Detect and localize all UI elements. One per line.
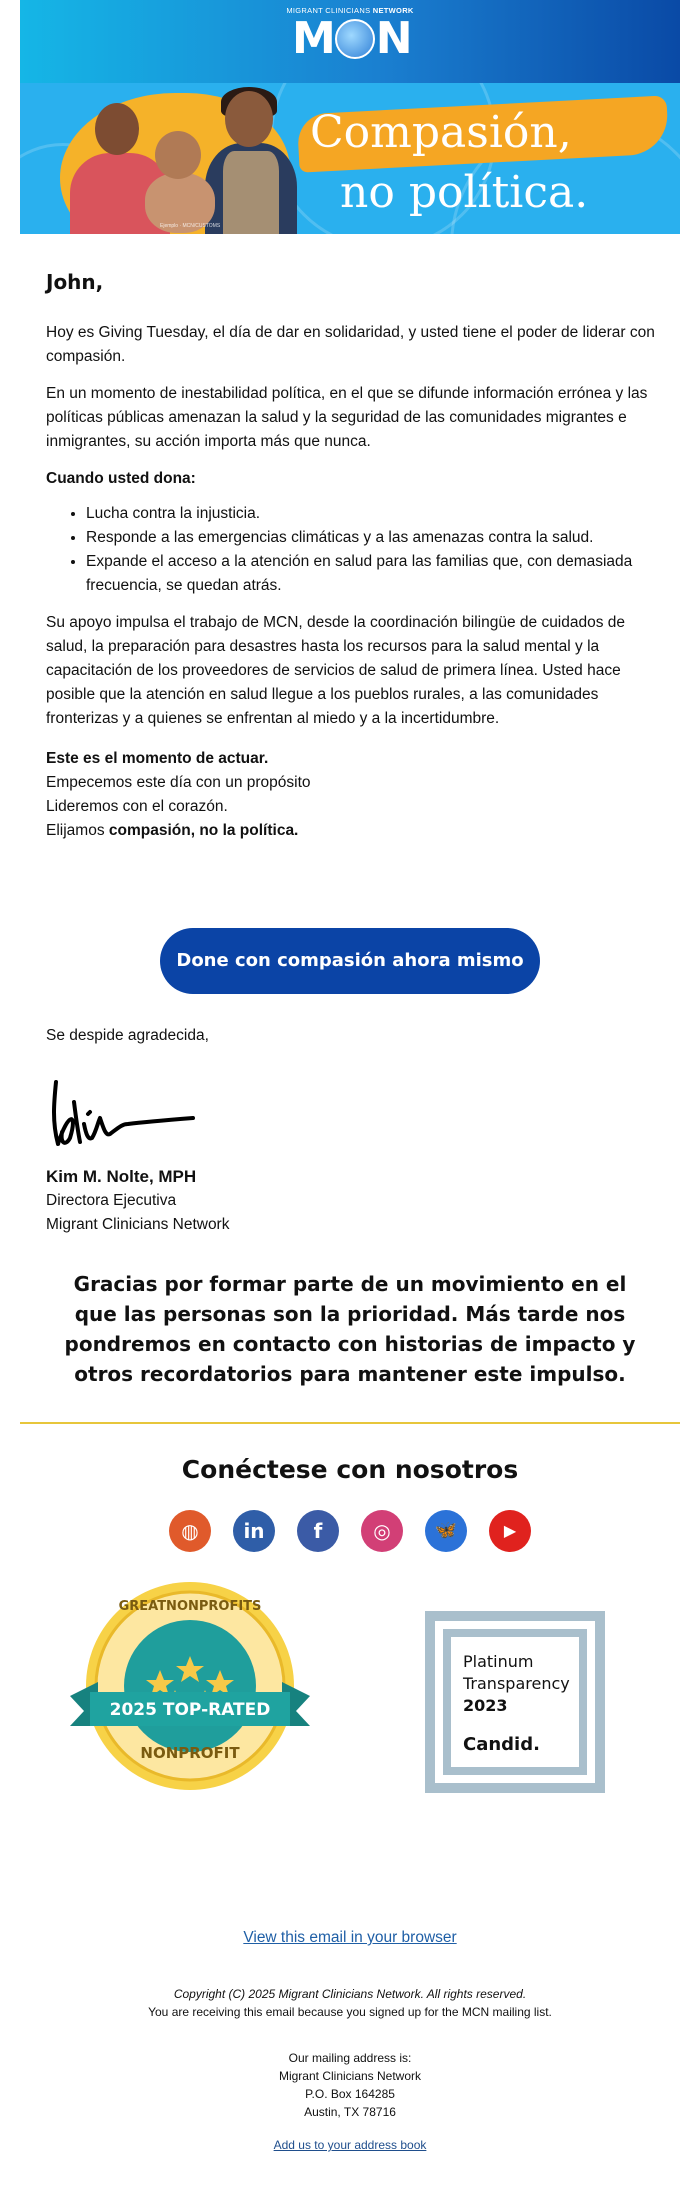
list-item: • Lucha contra la injusticia. — [86, 502, 696, 526]
list-item: • Responde a las emergencias climáticas y a las amenazas contra la salud. — [86, 526, 696, 550]
list-item: • Expande el acceso a la atención en salud para las familias que, con demasiada frecuencia, se quedan atrás. — [86, 550, 696, 598]
donate-button[interactable]: Done con compasión ahora mismo — [160, 928, 540, 994]
photo-baby — [145, 131, 215, 221]
signer-title: Directora Ejecutiva — [46, 1192, 177, 1209]
facebook-icon[interactable]: f — [297, 1510, 339, 1552]
photo-credit: Ejemplo · MCN/CUSTOMS — [160, 223, 221, 229]
address-line: Migrant Clinicians Network — [278, 2069, 422, 2083]
donate-heading — [46, 467, 656, 491]
instagram-icon[interactable]: ◎ — [361, 1510, 403, 1552]
candid-line2: Transparency — [463, 1674, 570, 1693]
address-line: P.O. Box 164285 — [305, 2087, 395, 2101]
signer-block — [46, 1165, 229, 1237]
email-header — [20, 0, 680, 83]
line-choose-bold: compasión, no la política. — [108, 822, 299, 839]
greatnonprofits-badge[interactable] — [70, 1578, 310, 1798]
gnp-ribbon-text: 2025 TOP-RATED — [109, 1700, 271, 1720]
email-container — [20, 0, 680, 2152]
support-paragraph: Su apoyo impulsa el trabajo de MCN, desde la coordinación bilingüe de cuidados de salud, la preparación para desastres hasta los recursos para la salud mental y la capacitación de los proveedores de servicios de salud de primera línea. Usted hace posible que la atención en salud llegue a los pueblos rurales, a las comunidades fronterizas y a quienes se enfrentan al miedo y a la incertidumbre. — [46, 614, 626, 727]
photo-clinician — [205, 91, 295, 234]
candid-line1: Platinum — [463, 1652, 534, 1671]
view-in-browser — [20, 1929, 680, 1947]
moment-heading: Este es el momento de actuar. — [46, 750, 269, 767]
context-paragraph: En un momento de inestabilidad política, en el que se difunde información errónea y las políticas públicas amenazan la salud y la seguridad de las comunidades migrantes e inmigrantes, su acción importa más que nunca. — [46, 385, 648, 450]
thanks-message: Gracias por formar parte de un movimiento en el que las personas son la prioridad. Más tarde nos pondremos en contacto con historias de impacto y otros recordatorios para mantener este impulso. — [64, 1272, 636, 1386]
org-name-suffix: NETWORK — [372, 6, 414, 15]
salutation: John, — [46, 270, 104, 294]
copyright-text: Copyright (C) 2025 Migrant Clinicians Network. All rights reserved. — [173, 1987, 527, 2001]
youtube-icon[interactable]: ▶ — [489, 1510, 531, 1552]
candid-transparency-badge[interactable] — [425, 1611, 605, 1793]
signer-name: Kim M. Nolte, MPH — [46, 1167, 197, 1186]
gnp-bottom-text: NONPROFIT — [140, 1744, 240, 1762]
hero-headline-line2: no política. — [340, 167, 589, 218]
mailing-label: Our mailing address is: — [288, 2051, 412, 2065]
line-purpose: Empecemos este día con un propósito — [46, 774, 311, 791]
hero-banner — [20, 83, 680, 234]
org-name-prefix: MIGRANT CLINICIANS — [286, 6, 371, 15]
bluesky-icon[interactable]: 🦋 — [425, 1510, 467, 1552]
linkedin-icon[interactable]: in — [233, 1510, 275, 1552]
signer-org: Migrant Clinicians Network — [46, 1216, 230, 1233]
connect-heading: Conéctese con nosotros — [181, 1455, 519, 1484]
address-line: Austin, TX 78716 — [304, 2105, 396, 2119]
call-to-action-text — [46, 747, 656, 843]
address-book — [20, 2136, 680, 2154]
section-divider — [20, 1422, 680, 1424]
subscription-reason: You are receiving this email because you signed up for the MCN mailing list. — [148, 2005, 552, 2019]
impact-list — [46, 502, 696, 598]
signature-image — [48, 1072, 198, 1152]
footer-legal — [20, 1985, 680, 2021]
logo-letter-left: M — [292, 13, 334, 64]
view-in-browser-link[interactable]: View this email in your browser — [243, 1929, 457, 1946]
mailing-address — [20, 2049, 680, 2121]
logo-letter-right: N — [375, 13, 411, 64]
line-choose-prefix: Elijamos — [46, 822, 109, 839]
hero-headline-line1: Compasión, — [310, 107, 572, 158]
line-heart: Lideremos con el corazón. — [46, 798, 228, 815]
add-to-address-book-link[interactable]: Add us to your address book — [273, 2138, 427, 2152]
closing-text: Se despide agradecida, — [46, 1027, 209, 1044]
globe-icon — [335, 19, 375, 59]
website-icon[interactable]: ◍ — [169, 1510, 211, 1552]
mcn-logo[interactable] — [292, 14, 411, 64]
donate-heading-text: Cuando usted dona: — [46, 470, 196, 487]
intro-paragraph: Hoy es Giving Tuesday, el día de dar en solidaridad, y usted tiene el poder de liderar con compasión. — [46, 324, 655, 365]
gnp-top-text: GREATNONPROFITS — [118, 1599, 262, 1614]
hero-photo — [40, 83, 280, 234]
candid-year: 2023 — [463, 1696, 508, 1715]
candid-logo: Candid. — [463, 1734, 540, 1755]
social-icons-row — [20, 1510, 680, 1554]
